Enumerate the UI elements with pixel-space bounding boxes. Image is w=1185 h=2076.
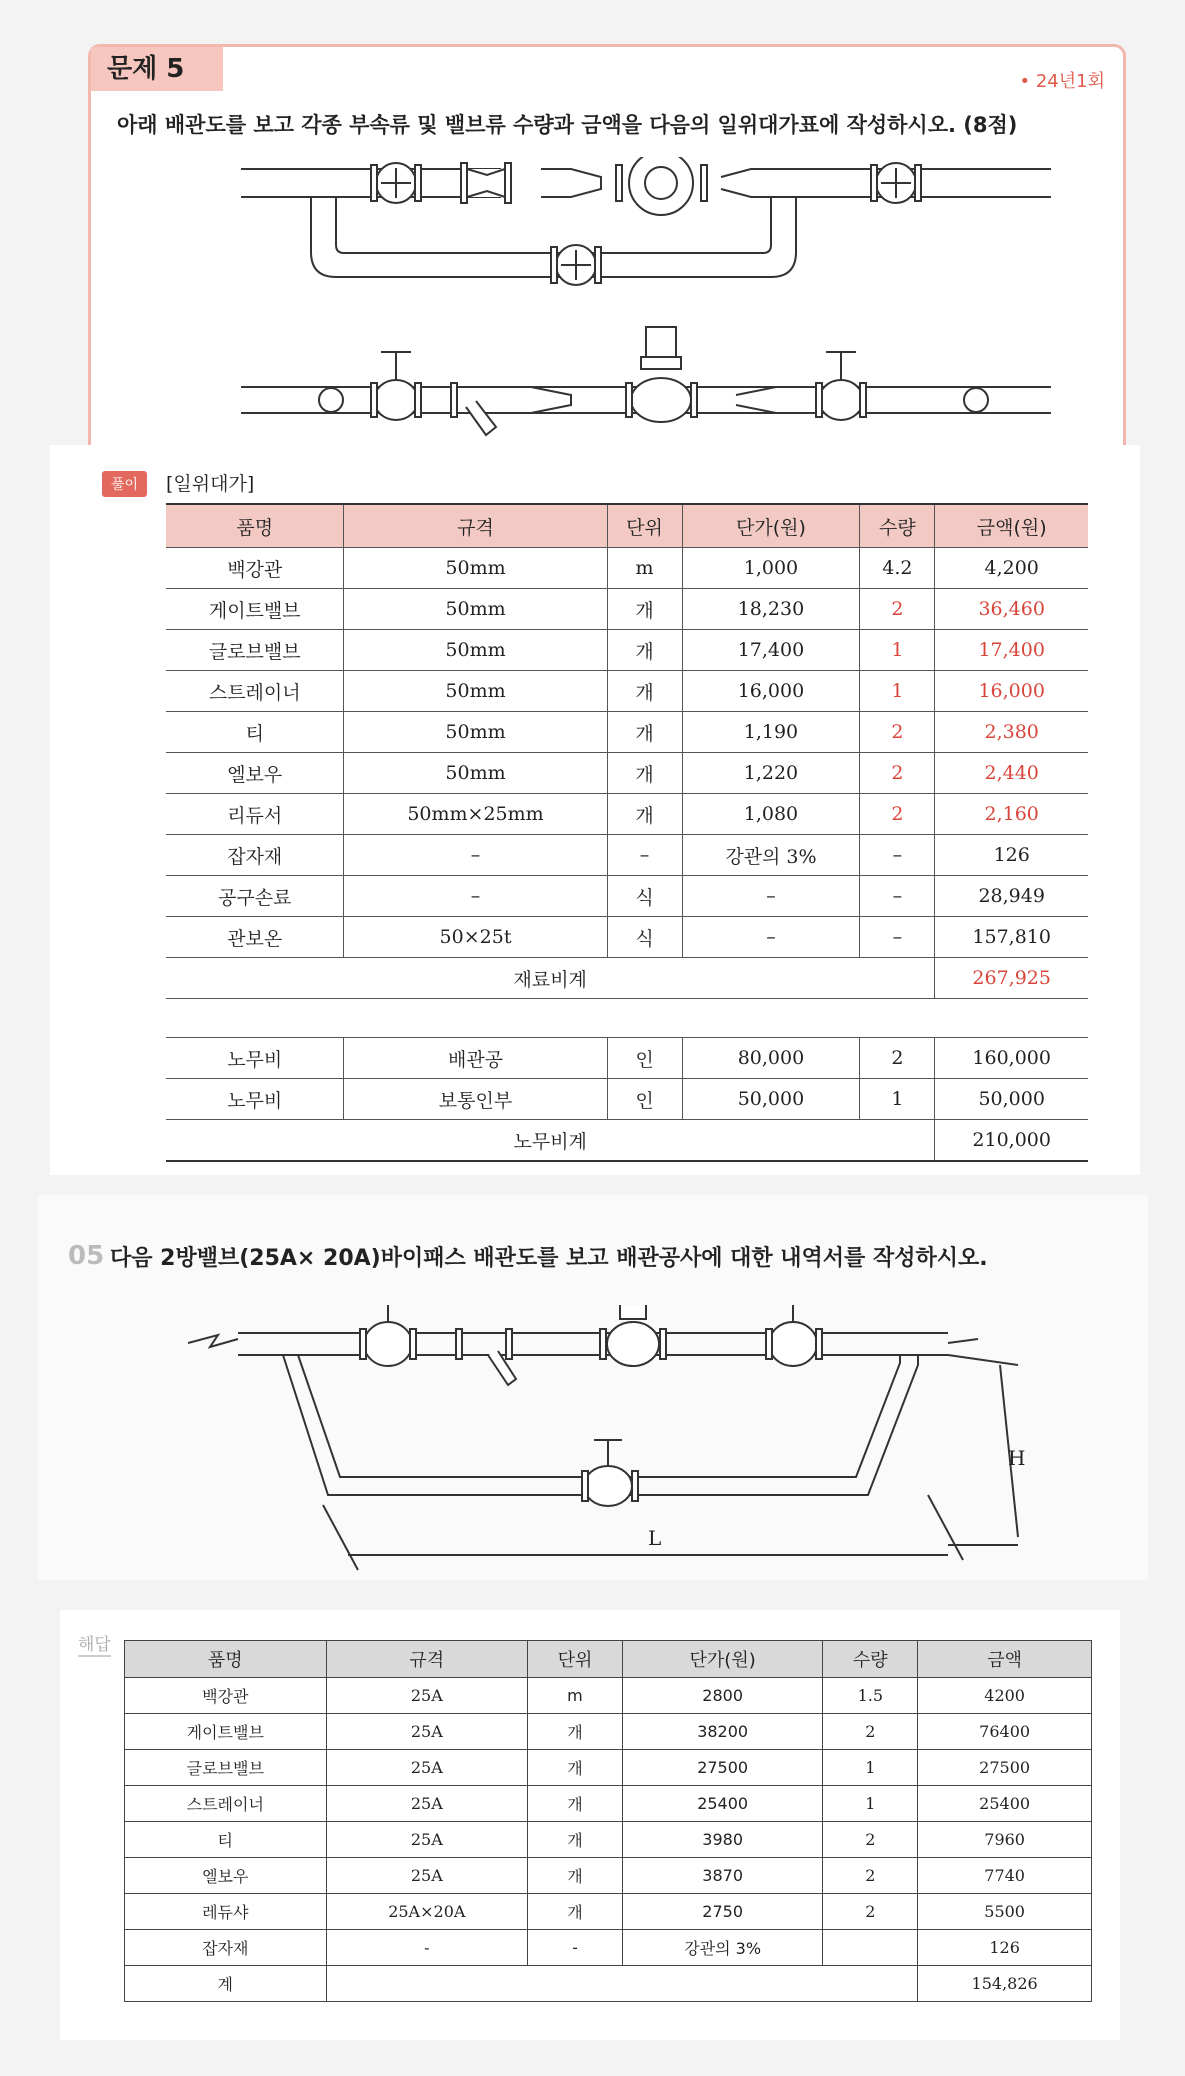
unit-cost-table: [166, 503, 1088, 1162]
total-row: [125, 1966, 1092, 2002]
total-label: 계: [125, 1966, 327, 2002]
cell-amount: 4200: [918, 1678, 1092, 1714]
table-row: [125, 1858, 1092, 1894]
cell-amount: 126: [918, 1930, 1092, 1966]
cell-name: 노무비: [166, 1038, 344, 1079]
material-total-label: 재료비계: [166, 958, 935, 999]
cell-unit: 개: [607, 794, 682, 835]
table-row: [125, 1786, 1092, 1822]
column-header: 금액(원): [935, 504, 1088, 548]
labor-row: [166, 1079, 1088, 1120]
cell-spec: 25A: [326, 1714, 527, 1750]
cell-amount: 7740: [918, 1858, 1092, 1894]
cell-spec: 배관공: [344, 1038, 607, 1079]
cell-name: 엘보우: [125, 1858, 327, 1894]
table-row: [125, 1750, 1092, 1786]
cell-amount: 27500: [918, 1750, 1092, 1786]
cell-amount: 17,400: [935, 630, 1088, 671]
cell-price: 3980: [622, 1822, 822, 1858]
table-row: [125, 1894, 1092, 1930]
cell-spec: 25A: [326, 1822, 527, 1858]
cell-unit: 개: [528, 1714, 623, 1750]
cell-qty: 2: [823, 1822, 918, 1858]
cell-qty: 1: [823, 1786, 918, 1822]
cell-qty: –: [860, 917, 935, 958]
cell-amount: 2,160: [935, 794, 1088, 835]
cell-price: 17,400: [682, 630, 860, 671]
cell-spec: 50×25t: [344, 917, 607, 958]
cell-price: 2750: [622, 1894, 822, 1930]
cell-unit: 개: [528, 1786, 623, 1822]
solution-heading: [일위대가]: [166, 473, 255, 495]
cell-spec: -: [326, 1930, 527, 1966]
cell-name: 글로브밸브: [125, 1750, 327, 1786]
cell-name: 공구손료: [166, 876, 344, 917]
cell-price: 25400: [622, 1786, 822, 1822]
cell-unit: –: [607, 835, 682, 876]
column-header: 수량: [823, 1641, 918, 1678]
labor-row: [166, 1038, 1088, 1079]
cell-unit: 개: [607, 630, 682, 671]
cell-qty: 2: [823, 1714, 918, 1750]
total-spacer: [326, 1966, 918, 2002]
cell-unit: 개: [607, 753, 682, 794]
cell-name: 노무비: [166, 1079, 344, 1120]
cell-price: 1,080: [682, 794, 860, 835]
cell-name: 잡자재: [166, 835, 344, 876]
question-text: 다음 2방밸브(25A× 20A)바이패스 배관도를 보고 배관공사에 대한 내역서를 작성하시오.: [110, 1246, 988, 1271]
cell-price: 1,000: [682, 548, 860, 589]
cell-price: 1,220: [682, 753, 860, 794]
cell-amount: 157,810: [935, 917, 1088, 958]
cell-unit: m: [528, 1678, 623, 1714]
cell-unit: m: [607, 548, 682, 589]
column-header: 수량: [860, 504, 935, 548]
cell-amount: 160,000: [935, 1038, 1088, 1079]
cell-spec: 보통인부: [344, 1079, 607, 1120]
cell-spec: 50mm: [344, 712, 607, 753]
table-row: [166, 712, 1088, 753]
table-row: [125, 1714, 1092, 1750]
cell-price: 80,000: [682, 1038, 860, 1079]
cell-amount: 16,000: [935, 671, 1088, 712]
cell-unit: -: [528, 1930, 623, 1966]
cell-unit: 식: [607, 917, 682, 958]
table-row: [166, 671, 1088, 712]
cell-qty: [823, 1930, 918, 1966]
cell-name: 티: [125, 1822, 327, 1858]
cell-spec: 25A: [326, 1750, 527, 1786]
cell-unit: 개: [528, 1858, 623, 1894]
answer-label: 해답: [78, 1630, 111, 1657]
table-row: [125, 1822, 1092, 1858]
table-row: [166, 876, 1088, 917]
dimension-label-h: H: [1008, 1446, 1026, 1470]
cell-price: 강관의 3%: [622, 1930, 822, 1966]
table-row: [166, 548, 1088, 589]
cell-qty: 2: [860, 589, 935, 630]
cell-unit: 개: [607, 712, 682, 753]
cell-spec: 50mm: [344, 671, 607, 712]
column-header: 단가(원): [622, 1641, 822, 1678]
spacer-cell: [166, 999, 1088, 1038]
cell-name: 글로브밸브: [166, 630, 344, 671]
answer-table: [124, 1640, 1092, 2002]
table-row: [166, 630, 1088, 671]
column-header: 품명: [166, 504, 344, 548]
cell-name: 레듀샤: [125, 1894, 327, 1930]
cell-amount: 7960: [918, 1822, 1092, 1858]
cell-name: 잡자재: [125, 1930, 327, 1966]
cell-qty: –: [860, 876, 935, 917]
cell-unit: 개: [528, 1822, 623, 1858]
cell-qty: 1: [860, 630, 935, 671]
cell-qty: 2: [860, 753, 935, 794]
cell-qty: 1.5: [823, 1678, 918, 1714]
two-way-valve-bypass-diagram: [188, 1305, 1138, 1575]
cell-unit: 개: [528, 1894, 623, 1930]
column-header: 단위: [528, 1641, 623, 1678]
cell-price: –: [682, 917, 860, 958]
table-row: [166, 917, 1088, 958]
cell-price: –: [682, 876, 860, 917]
cell-price: 16,000: [682, 671, 860, 712]
cell-spec: 50mm: [344, 589, 607, 630]
labor-total-label: 노무비계: [166, 1120, 935, 1162]
cell-qty: –: [860, 835, 935, 876]
cell-amount: 50,000: [935, 1079, 1088, 1120]
question-number: 05: [68, 1241, 105, 1271]
cell-unit: 개: [528, 1750, 623, 1786]
table-row: [166, 753, 1088, 794]
cell-spec: 50mm: [344, 630, 607, 671]
cell-spec: 25A: [326, 1858, 527, 1894]
cell-name: 티: [166, 712, 344, 753]
cell-spec: 50mm: [344, 753, 607, 794]
cell-amount: 2,380: [935, 712, 1088, 753]
column-header: 단가(원): [682, 504, 860, 548]
cell-qty: 1: [860, 671, 935, 712]
material-total-value: 267,925: [935, 958, 1088, 999]
table-body: [125, 1678, 1092, 2002]
cell-name: 게이트밸브: [166, 589, 344, 630]
cell-amount: 126: [935, 835, 1088, 876]
cell-price: 2800: [622, 1678, 822, 1714]
cell-price: 18,230: [682, 589, 860, 630]
table-body: [166, 548, 1088, 1162]
cell-spec: 25A×20A: [326, 1894, 527, 1930]
cell-unit: 인: [607, 1079, 682, 1120]
problem-5-box: [88, 44, 1126, 447]
cell-qty: 2: [860, 712, 935, 753]
table-row: [125, 1930, 1092, 1966]
cell-spec: 50mm: [344, 548, 607, 589]
cell-price: 1,190: [682, 712, 860, 753]
solution-tag: 풀이: [102, 471, 147, 497]
cell-qty: 2: [823, 1894, 918, 1930]
cell-price: 50,000: [682, 1079, 860, 1120]
cell-qty: 2: [860, 1038, 935, 1079]
problem-title: 문제 5: [91, 47, 223, 91]
labor-total-value: 210,000: [935, 1120, 1088, 1162]
cell-name: 스트레이너: [166, 671, 344, 712]
cell-price: 38200: [622, 1714, 822, 1750]
table-row: [166, 589, 1088, 630]
cell-price: 3870: [622, 1858, 822, 1894]
cell-spec: –: [344, 835, 607, 876]
problem-question: 아래 배관도를 보고 각종 부속류 및 밸브류 수량과 금액을 다음의 일위대가표에 작성하시오. (8점): [117, 113, 1018, 137]
cell-name: 엘보우: [166, 753, 344, 794]
cell-price: 27500: [622, 1750, 822, 1786]
cell-unit: 개: [607, 671, 682, 712]
table-row: [166, 794, 1088, 835]
cell-amount: 5500: [918, 1894, 1092, 1930]
cell-amount: 25400: [918, 1786, 1092, 1822]
total-value: 154,826: [918, 1966, 1092, 2002]
cell-unit: 인: [607, 1038, 682, 1079]
cell-qty: 2: [860, 794, 935, 835]
question-05-panel: [38, 1195, 1148, 1580]
cell-amount: 4,200: [935, 548, 1088, 589]
dimension-label-l: L: [648, 1526, 662, 1550]
table-row: [125, 1678, 1092, 1714]
cell-qty: 2: [823, 1858, 918, 1894]
cell-amount: 28,949: [935, 876, 1088, 917]
cell-qty: 1: [860, 1079, 935, 1120]
table-header-row: [125, 1641, 1092, 1678]
cell-name: 관보온: [166, 917, 344, 958]
cell-spec: 50mm×25mm: [344, 794, 607, 835]
column-header: 규격: [326, 1641, 527, 1678]
cell-amount: 36,460: [935, 589, 1088, 630]
exam-badge: • 24년1회: [1019, 71, 1105, 92]
column-header: 금액: [918, 1641, 1092, 1678]
labor-total-row: [166, 1120, 1088, 1162]
cell-price: 강관의 3%: [682, 835, 860, 876]
cell-name: 게이트밸브: [125, 1714, 327, 1750]
cell-qty: 4.2: [860, 548, 935, 589]
cell-amount: 2,440: [935, 753, 1088, 794]
solution-panel: [50, 445, 1140, 1175]
cell-spec: –: [344, 876, 607, 917]
material-total-row: [166, 958, 1088, 999]
answer-panel: [60, 1610, 1120, 2040]
cell-amount: 76400: [918, 1714, 1092, 1750]
table-header-row: [166, 504, 1088, 548]
column-header: 단위: [607, 504, 682, 548]
cell-name: 백강관: [125, 1678, 327, 1714]
column-header: 품명: [125, 1641, 327, 1678]
column-header: 규격: [344, 504, 607, 548]
cell-spec: 25A: [326, 1786, 527, 1822]
cell-qty: 1: [823, 1750, 918, 1786]
cell-unit: 개: [607, 589, 682, 630]
piping-elevation-diagram: [241, 307, 1061, 447]
spacer-row: [166, 999, 1088, 1038]
cell-name: 스트레이너: [125, 1786, 327, 1822]
table-row: [166, 835, 1088, 876]
cell-unit: 식: [607, 876, 682, 917]
cell-name: 리듀서: [166, 794, 344, 835]
cell-name: 백강관: [166, 548, 344, 589]
cell-spec: 25A: [326, 1678, 527, 1714]
